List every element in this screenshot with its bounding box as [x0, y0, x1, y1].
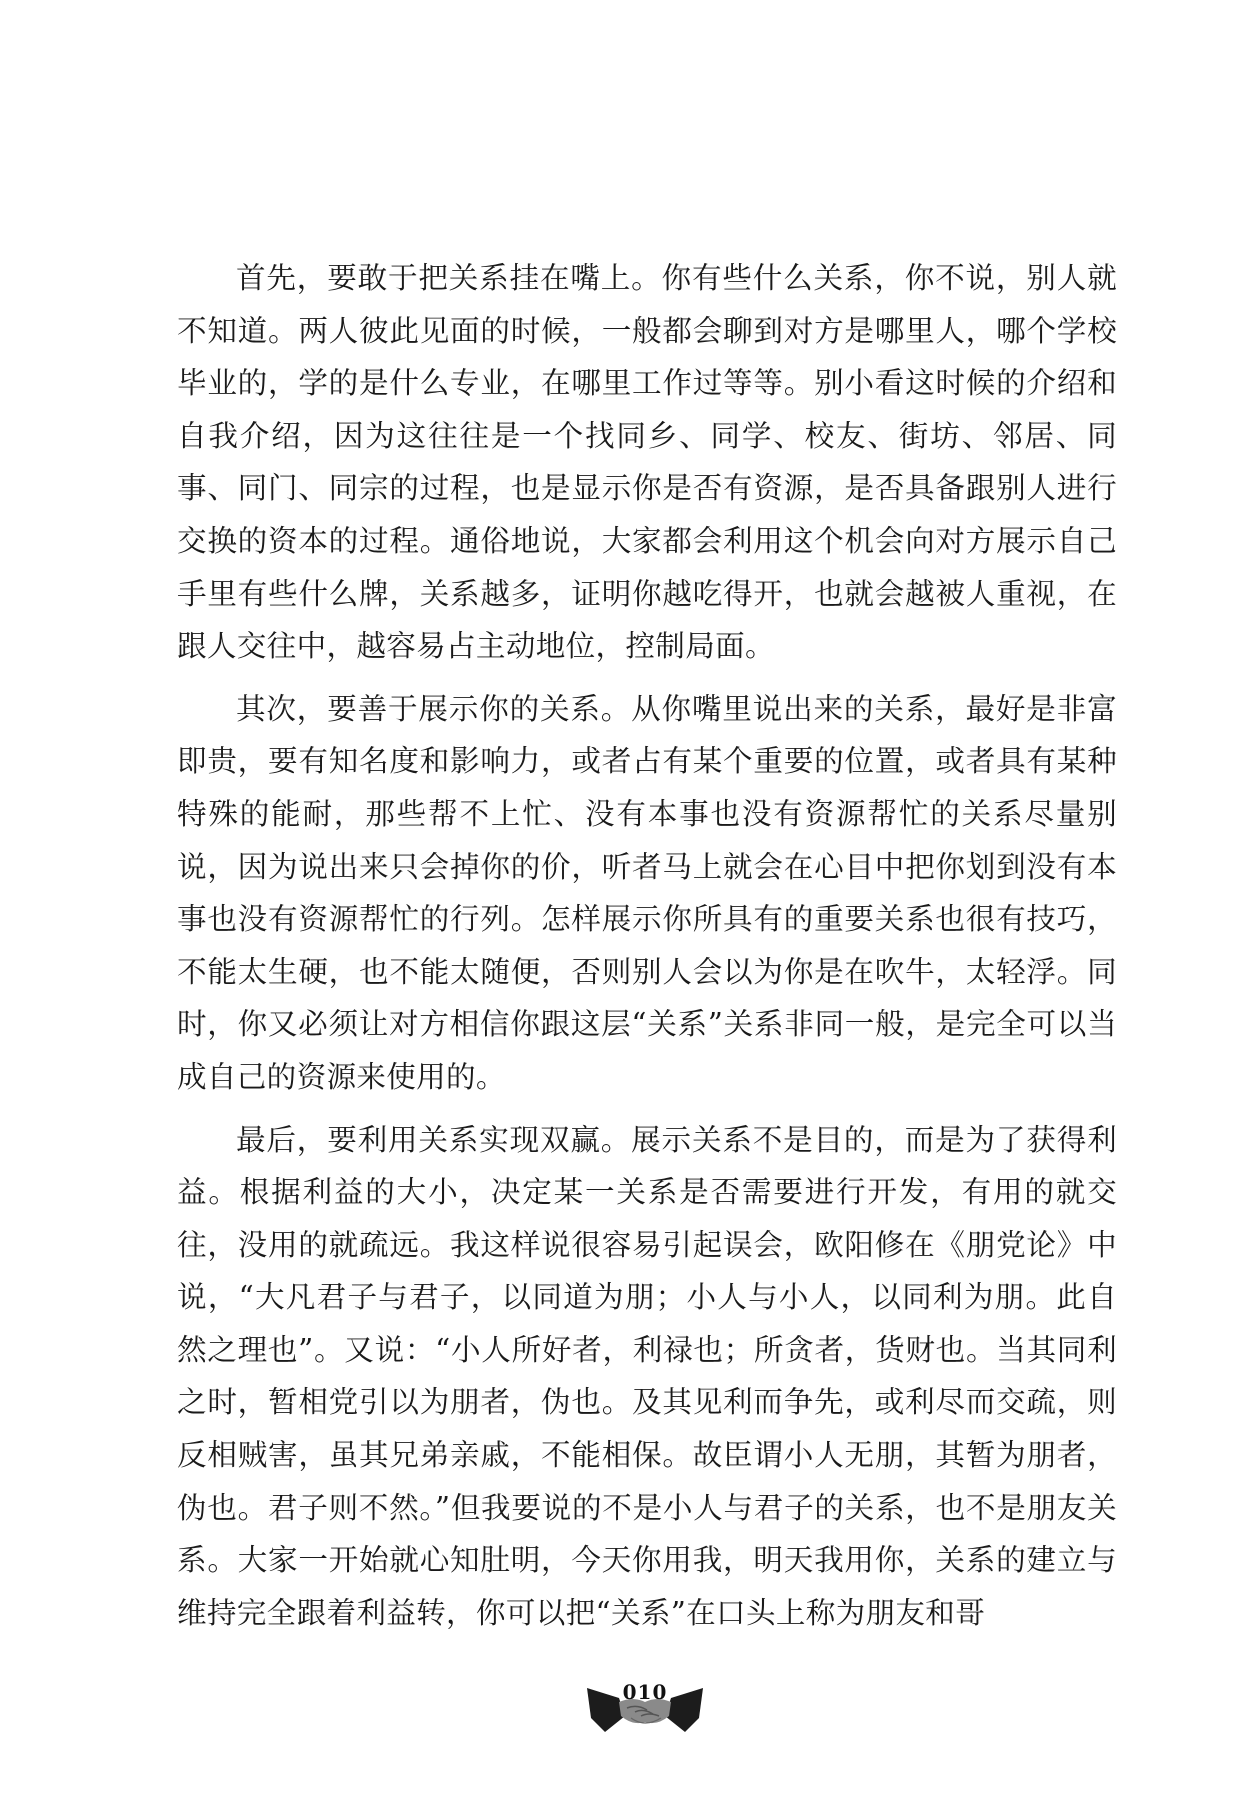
page-number: 010	[622, 1680, 668, 1704]
body-text	[177, 252, 1117, 1649]
page-footer	[585, 1672, 705, 1742]
paragraph-second: 其次，要善于展示你的关系。从你嘴里说出来的关系，最好是非富即贵，要有知名度和影响力，或者占有某个重要的位置，或者具有某种特殊的能耐，那些帮不上忙、没有本事也没有资源帮忙的关系尽量别说，因为说出来只会掉你的价，听者马上就会在心目中把你划到没有本事也没有资源帮忙的行列。怎样展示你所具有的重要关系也很有技巧，不能太生硬，也不能太随便，否则别人会以为你是在吹牛，太轻浮。同时，你又必须让对方相信你跟这层“关系”关系非同一般，是完全可以当成自己的资源来使用的。	[177, 691, 1117, 1094]
paragraph-third: 最后，要利用关系实现双赢。展示关系不是目的，而是为了获得利益。根据利益的大小，决定某一关系是否需要进行开发，有用的就交往，没用的就疏远。我这样说很容易引起误会，欧阳修在《朋党论》中说，“大凡君子与君子，以同道为朋；小人与小人，以同利为朋。此自然之理也”。又说：“小人所好者，利禄也；所贪者，货财也。当其同利之时，暂相党引以为朋者，伪也。及其见利而争先，或利尽而交疏，则反相贼害，虽其兄弟亲戚，不能相保。故臣谓小人无朋，其暂为朋者，伪也。君子则不然。”但我要说的不是小人与君子的关系，也不是朋友关系。大家一开始就心知肚明，今天你用我，明天我用你，关系的建立与维持完全跟着利益转，你可以把“关系”在口头上称为朋友和哥	[177, 1122, 1117, 1630]
paragraph-first: 首先，要敢于把关系挂在嘴上。你有些什么关系，你不说，别人就不知道。两人彼此见面的时候，一般都会聊到对方是哪里人，哪个学校毕业的，学的是什么专业，在哪里工作过等等。别小看这时候的介绍和自我介绍，因为这往往是一个找同乡、同学、校友、街坊、邻居、同事、同门、同宗的过程，也是显示你是否有资源，是否具备跟别人进行交换的资本的过程。通俗地说，大家都会利用这个机会向对方展示自己手里有些什么牌，关系越多，证明你越吃得开，也就会越被人重视，在跟人交往中，越容易占主动地位，控制局面。	[177, 261, 1117, 664]
